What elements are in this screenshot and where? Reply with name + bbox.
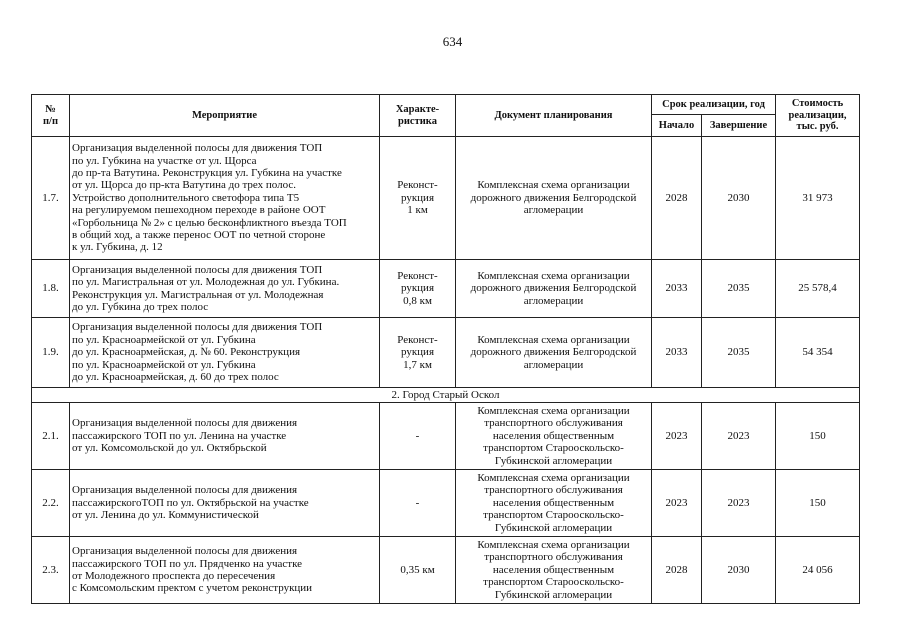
row-end: 2035 — [702, 318, 776, 388]
row-document: Комплексная схема организации транспортного обслуживания населения общественным транспортом Старооскольско- Губкинской агломерации — [456, 537, 652, 604]
plan-table — [31, 94, 860, 604]
row-cost: 31 973 — [776, 137, 860, 260]
row-cost: 25 578,4 — [776, 260, 860, 318]
row-characteristic: Реконст- рукция 1,7 км — [380, 318, 456, 388]
section-title: 2. Город Старый Оскол — [32, 388, 860, 403]
row-cost: 150 — [776, 470, 860, 537]
row-event: Организация выделенной полосы для движения пассажирского ТОП по ул. Прядченко на участке от Молодежного проспекта до пересечения с Комсомольским пректом с учетом реконструкции — [70, 537, 380, 604]
row-start: 2028 — [652, 537, 702, 604]
table-row — [32, 137, 860, 260]
row-event: Организация выделенной полосы для движения пассажирского ТОП по ул. Ленина на участке от ул. Комсомольской до ул. Октябрьской — [70, 403, 380, 470]
row-start: 2023 — [652, 403, 702, 470]
row-document: Комплексная схема организации дорожного движения Белгородской агломерации — [456, 260, 652, 318]
row-num: 1.7. — [32, 137, 70, 260]
row-event: Организация выделенной полосы для движения пассажирскогоТОП по ул. Октябрьской на участке от ул. Ленина до ул. Коммунистической — [70, 470, 380, 537]
row-end: 2030 — [702, 537, 776, 604]
row-cost: 24 056 — [776, 537, 860, 604]
table-row — [32, 403, 860, 470]
row-start: 2023 — [652, 470, 702, 537]
row-event: Организация выделенной полосы для движения ТОП по ул. Магистральная от ул. Молодежная до ул. Губкина. Реконструкция ул. Магистральная от ул. Молодежная до ул. Губкина до трех полос — [70, 260, 380, 318]
row-cost: 54 354 — [776, 318, 860, 388]
row-end: 2023 — [702, 470, 776, 537]
row-num: 1.9. — [32, 318, 70, 388]
header-end: Завершение — [702, 115, 776, 137]
row-characteristic: - — [380, 470, 456, 537]
row-start: 2033 — [652, 318, 702, 388]
row-start: 2028 — [652, 137, 702, 260]
header-cost: Стоимость реализации, тыс. руб. — [776, 95, 860, 137]
row-num: 2.2. — [32, 470, 70, 537]
row-num: 2.3. — [32, 537, 70, 604]
row-event: Организация выделенной полосы для движения ТОП по ул. Губкина на участке от ул. Щорса до пр-та Ватутина. Реконструкция ул. Губкина на участке от ул. Щорса до пр-кта Ватутина до трех полос. Устройство дополнительного светофора типа Т5 на регулируемом пешеходном переходе в районе ООТ «Горбольница № 2» с целью бесконфликтного въезда ТОП в общий ход, а также перенос ООТ по четной стороне к ул. Губкина, д. 12 — [70, 137, 380, 260]
row-cost: 150 — [776, 403, 860, 470]
header-start: Начало — [652, 115, 702, 137]
row-num: 1.8. — [32, 260, 70, 318]
row-characteristic: Реконст- рукция 0,8 км — [380, 260, 456, 318]
row-characteristic: 0,35 км — [380, 537, 456, 604]
row-document: Комплексная схема организации транспортного обслуживания населения общественным транспортом Старооскольско- Губкинской агломерации — [456, 403, 652, 470]
table-row — [32, 470, 860, 537]
row-end: 2035 — [702, 260, 776, 318]
row-num: 2.1. — [32, 403, 70, 470]
row-end: 2030 — [702, 137, 776, 260]
row-document: Комплексная схема организации дорожного движения Белгородской агломерации — [456, 137, 652, 260]
row-end: 2023 — [702, 403, 776, 470]
header-period: Срок реализации, год — [652, 95, 776, 115]
header-event: Мероприятие — [70, 95, 380, 137]
table-row — [32, 260, 860, 318]
header-num: № п/п — [32, 95, 70, 137]
row-characteristic: - — [380, 403, 456, 470]
row-event: Организация выделенной полосы для движения ТОП по ул. Красноармейской от ул. Губкина до ул. Красноармейская, д. № 60. Реконструкция по ул. Красноармейской от ул. Губкина до ул. Красноармейская, д. 60 до трех полос — [70, 318, 380, 388]
row-start: 2033 — [652, 260, 702, 318]
row-characteristic: Реконст- рукция 1 км — [380, 137, 456, 260]
row-document: Комплексная схема организации транспортного обслуживания населения общественным транспортом Старооскольско- Губкинской агломерации — [456, 470, 652, 537]
header-document: Документ планирования — [456, 95, 652, 137]
page-number: 634 — [442, 34, 463, 49]
row-document: Комплексная схема организации дорожного движения Белгородской агломерации — [456, 318, 652, 388]
section-row — [32, 388, 860, 403]
table-row — [32, 318, 860, 388]
header-characteristic: Характе- ристика — [380, 95, 456, 137]
table-row — [32, 537, 860, 604]
